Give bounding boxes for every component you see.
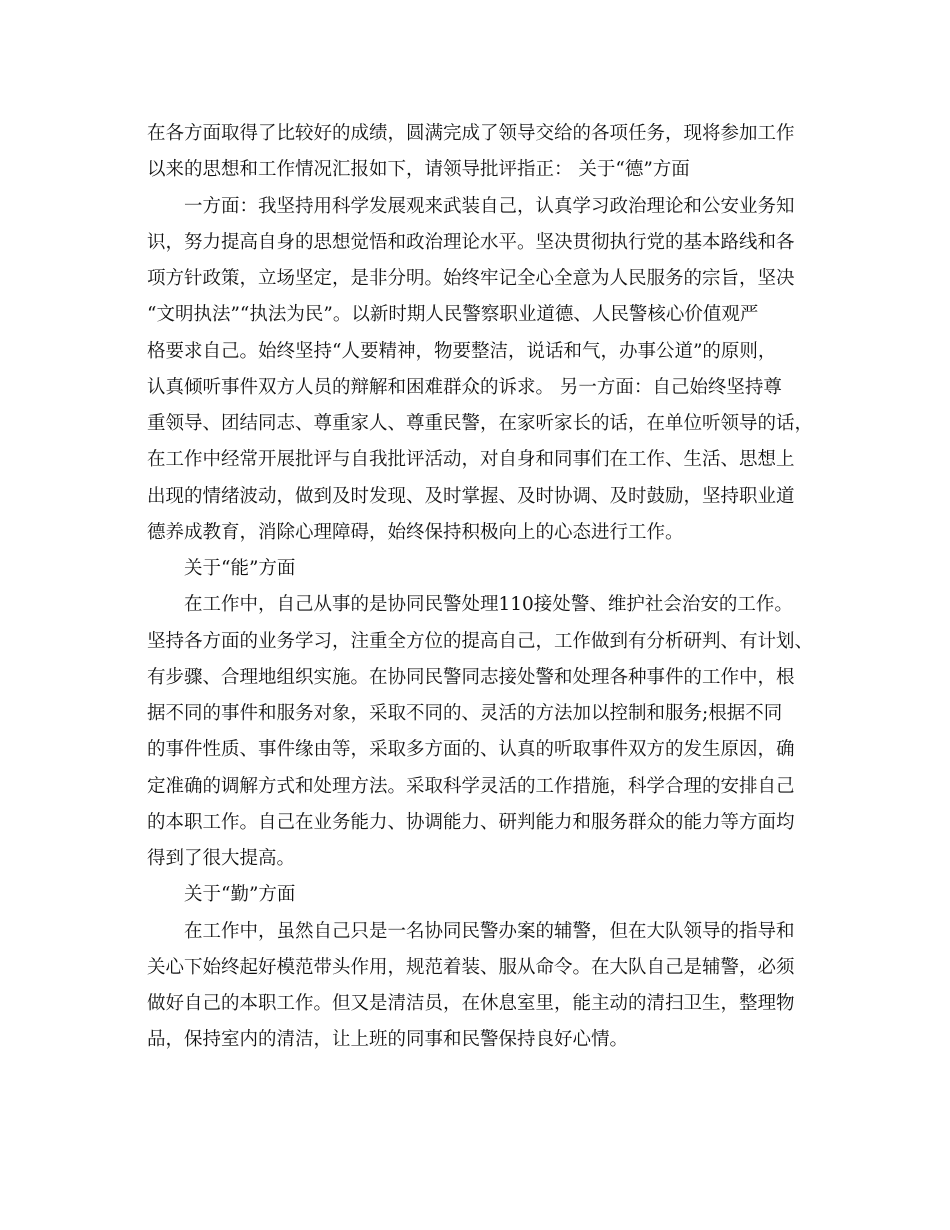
text-line: 出现的情绪波动，做到及时发现、及时掌握、及时协调、及时鼓励，坚持职业道	[147, 485, 795, 507]
text-line: 一方面：我坚持用科学发展观来武装自己，认真学习政治理论和公安业务知	[184, 195, 795, 217]
text-line: “文明执法”“执法为民”。以新时期人民警察职业道德、人民警核心价值观严	[147, 304, 759, 326]
text-line: 德养成教育，消除心理障碍，始终保持积极向上的心态进行工作。	[147, 521, 684, 543]
document-body	[147, 116, 817, 1059]
text-line: 得到了很大提高。	[147, 848, 296, 869]
text-line: 关于“勤”方面	[184, 884, 296, 906]
text-line: 识，努力提高自身的思想觉悟和政治理论水平。坚决贯彻执行党的基本路线和各	[147, 231, 795, 253]
text-line: 格要求自己。始终坚持“人要精神，物要整洁，说话和气，办事公道”的原则，	[147, 340, 777, 362]
text-line: 坚持各方面的业务学习，注重全方位的提高自己，工作做到有分析研判、有计划、	[147, 630, 814, 652]
text-line: 在工作中经常开展批评与自我批评活动，对自身和同事们在工作、生活、思想上	[147, 449, 795, 471]
text-line: 关心下始终起好模范带头作用，规范着装、服从命令。在大队自己是辅警，必须	[147, 956, 795, 978]
text-line: 在工作中，虽然自己只是一名协同民警办案的辅警，但在大队领导的指导和	[184, 920, 795, 942]
text-line: 在各方面取得了比较好的成绩，圆满完成了领导交给的各项任务，现将参加工作	[147, 123, 795, 144]
text-line: 认真倾听事件双方人员的辩解和困难群众的诉求。 另一方面：自己始终坚持尊	[147, 376, 782, 398]
text-line: 品，保持室内的清洁，让上班的同事和民警保持良好心情。	[147, 1029, 629, 1051]
text-line: 以来的思想和工作情况汇报如下，请领导批评指正： 关于“德”方面	[147, 159, 690, 181]
text-line: 关于“能”方面	[184, 558, 296, 579]
text-line: 项方针政策，立场坚定，是非分明。始终牢记全心全意为人民服务的宗旨，坚决	[147, 268, 795, 289]
text-line: 有步骤、合理地组织实施。在协同民警同志接处警和处理各种事件的工作中，根	[147, 666, 795, 688]
text-line: 在工作中，自己从事的是协同民警处理110接处警、维护社会治安的工作。	[184, 594, 793, 616]
text-line: 做好自己的本职工作。但又是清洁员，在休息室里，能主动的清扫卫生，整理物	[147, 993, 795, 1014]
text-line: 据不同的事件和服务对象，采取不同的、灵活的方法加以控制和服务;根据不同	[147, 703, 783, 724]
text-line: 定准确的调解方式和处理方法。采取科学灵活的工作措施，科学合理的安排自己	[147, 775, 795, 797]
text-line: 的本职工作。自己在业务能力、协调能力、研判能力和服务群众的能力等方面均	[147, 811, 795, 833]
text-line: 的事件性质、事件缘由等，采取多方面的、认真的听取事件双方的发生原因，确	[147, 739, 795, 761]
text-line: 重领导、团结同志、尊重家人、尊重民警，在家听家长的话，在单位听领导的话，	[147, 413, 814, 434]
